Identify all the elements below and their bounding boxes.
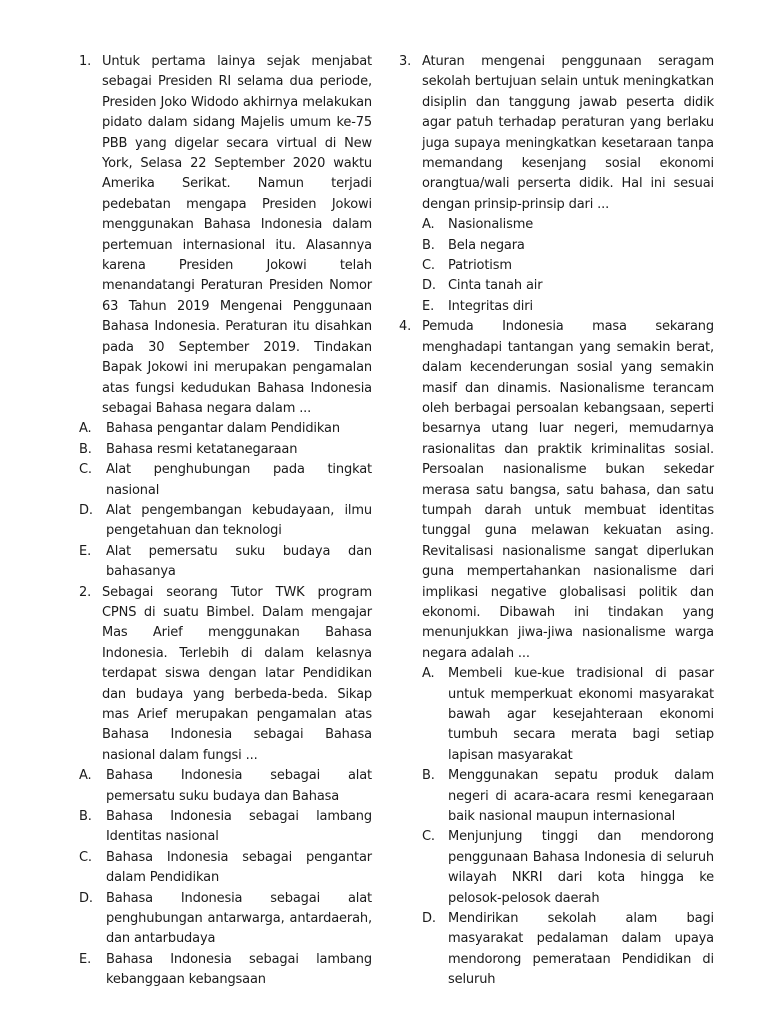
options-list <box>79 766 372 990</box>
option-letter: A. <box>422 217 435 233</box>
option <box>79 848 372 889</box>
option-text: Alat penghubungan pada tingkat nasional <box>106 462 372 498</box>
option-text: Bahasa Indonesia sebagai lambang kebanggaan kebangsaan <box>106 951 372 988</box>
question-4 <box>399 317 714 664</box>
option-letter: D. <box>422 278 436 294</box>
option-letter: A. <box>79 768 92 784</box>
option <box>399 276 714 296</box>
option <box>399 215 714 235</box>
option-letter: C. <box>79 462 92 478</box>
option <box>399 256 714 276</box>
option-text: Bahasa Indonesia sebagai alat pemersatu suku budaya dan Bahasa <box>106 768 372 804</box>
question-text: Pemuda Indonesia masa sekarang menghadapi tantangan yang semakin berat, dalam kecenderungan sosial yang semakin masif dan dinamis. Nasionalisme terancam oleh berbagai persoalan kebangsaan, seperti besarnya utang luar negeri, memudarnya rasionalitas dan praktik kriminalitas sosial. Persoalan nasionalisme bukan sekedar merasa satu bangsa, satu bahasa, dan satu tumpah darah untuk membuat identitas tunggal guna melawan kekuatan asing. Revitalisasi nasionalisme sangat diperlukan guna mempertahankan nasionalisme dari implikasi negative globalisasi politik dan ekonomi. Dibawah ini tindakan yang menunjukkan jiwa-jiwa nasionalisme warga negara adalah ... <box>422 319 714 661</box>
question-2 <box>79 583 372 767</box>
option-letter: B. <box>422 237 435 253</box>
option-text: Mendirikan sekolah alam bagi masyarakat pedalaman dalam upaya mendorong pemerataan Pendidikan di seluruh <box>448 911 714 988</box>
option <box>399 236 714 256</box>
option-letter: E. <box>422 298 435 314</box>
option-letter: D. <box>422 911 436 927</box>
option-letter: B. <box>422 768 435 784</box>
option <box>79 950 372 991</box>
option <box>79 501 372 542</box>
option-text: Menjunjung tinggi dan mendorong penggunaan Bahasa Indonesia di seluruh wilayah NKRI dari kota hingga ke pelosok-pelosok daerah <box>448 829 714 906</box>
option-text: Bela negara <box>448 237 525 253</box>
option-text: Membeli kue-kue tradisional di pasar untuk memperkuat ekonomi masyarakat bawah agar kesejahteraan ekonomi tumbuh secara merata bagi setiap lapisan masyarakat <box>448 666 714 763</box>
question-number: 3. <box>399 54 412 69</box>
option <box>399 909 714 991</box>
options-list <box>399 215 714 317</box>
option <box>399 297 714 317</box>
option <box>79 766 372 807</box>
option-letter: E. <box>79 543 92 559</box>
option-text: Bahasa Indonesia sebagai alat penghubungan antarwarga, antardaerah, dan antarbudaya <box>106 890 372 947</box>
option-letter: C. <box>79 849 92 865</box>
option <box>79 419 372 439</box>
option-text: Patriotism <box>448 258 512 274</box>
option <box>79 460 372 501</box>
option-text: Menggunakan sepatu produk dalam negeri di acara-acara resmi kenegaraan baik nasional maupun internasional <box>448 768 714 825</box>
option <box>79 440 372 460</box>
options-list <box>79 419 372 582</box>
right-column <box>399 52 714 991</box>
question-number: 1. <box>79 54 92 69</box>
option-text: Cinta tanah air <box>448 278 543 294</box>
option-letter: A. <box>79 421 92 437</box>
option <box>79 889 372 950</box>
left-column <box>79 52 372 991</box>
option-letter: C. <box>422 829 435 845</box>
option <box>399 664 714 766</box>
option-letter: D. <box>79 890 93 906</box>
option-letter: E. <box>79 951 92 967</box>
option-text: Bahasa pengantar dalam Pendidikan <box>106 421 340 437</box>
option-text: Alat pemersatu suku budaya dan bahasanya <box>106 543 372 580</box>
option-text: Bahasa Indonesia sebagai lambang Identitas nasional <box>106 809 372 845</box>
question-1 <box>79 52 372 419</box>
question-text: Sebagai seorang Tutor TWK program CPNS di suatu Bimbel. Dalam mengajar Mas Arief menggunakan Bahasa Indonesia. Terlebih di dalam kelasnya terdapat siswa dengan latar Pendidikan dan budaya yang berbeda-beda. Sikap mas Arief merupakan pengamalan atas Bahasa Indonesia sebagai Bahasa nasional dalam fungsi ... <box>102 584 372 763</box>
option-text: Alat pengembangan kebudayaan, ilmu pengetahuan dan teknologi <box>106 502 372 539</box>
question-text: Untuk pertama lainya sejak menjabat sebagai Presiden RI selama dua periode, Presiden Joko Widodo akhirnya melakukan pidato dalam sidang Majelis umum ke-75 PBB yang digelar secara virtual di New York, Selasa 22 September 2020 waktu Amerika Serikat. Namun terjadi pedebatan mengapa Presiden Jokowi menggunakan Bahasa Indonesia dalam pertemuan internasional itu. Alasannya karena Presiden Jokowi telah menandatangi Peraturan Presiden Nomor 63 Tahun 2019 Mengenai Penggunaan Bahasa Indonesia. Peraturan itu disahkan pada 30 September 2019. Tindakan Bapak Jokowi ini merupakan pengamalan atas fungsi kedudukan Bahasa Indonesia sebagai Bahasa negara dalam ... <box>102 54 372 416</box>
option-text: Bahasa resmi ketatanegaraan <box>106 441 298 457</box>
options-list <box>399 664 714 991</box>
option-letter: B. <box>79 809 92 825</box>
option-letter: D. <box>79 502 93 518</box>
option <box>79 542 372 583</box>
option-text: Bahasa Indonesia sebagai pengantar dalam Pendidikan <box>106 849 372 886</box>
question-text: Aturan mengenai penggunaan seragam sekolah bertujuan selain untuk meningkatkan disiplin dan tanggung jawab peserta didik agar patuh terhadap peraturan yang berlaku juga supaya meningkatkan kesetaraan tanpa memandang kesenjang sosial ekonomi orangtua/wali perserta didik. Hal ini sesuai dengan prinsip-prinsip dari ... <box>422 54 714 212</box>
option-letter: C. <box>422 258 435 274</box>
option <box>399 827 714 909</box>
option-text: Nasionalisme <box>448 217 534 233</box>
question-3 <box>399 52 714 215</box>
option-text: Integritas diri <box>448 298 533 314</box>
option <box>79 807 372 848</box>
question-number: 2. <box>79 584 92 600</box>
option-letter: A. <box>422 666 435 682</box>
option-letter: B. <box>79 441 92 457</box>
option <box>399 766 714 827</box>
question-number: 4. <box>399 319 412 335</box>
